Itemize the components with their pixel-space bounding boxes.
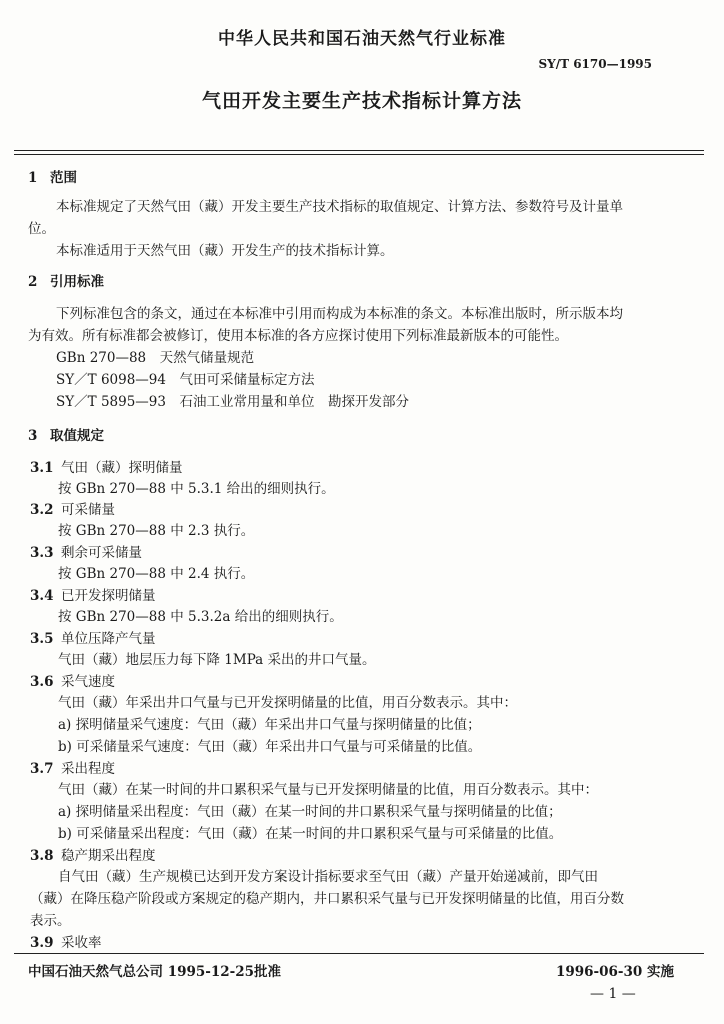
subsection-3-9-heading	[30, 931, 102, 951]
section-3-heading	[28, 424, 104, 444]
subsection-number: 3.1	[30, 460, 54, 476]
section-1-paragraph-1-cont: 位。	[28, 221, 55, 237]
subsection-3-5-heading	[30, 627, 156, 647]
subsection-body-line: 气田（藏）在某一时间的井口累积采气量与已开发探明储量的比值，用百分数表示。其中：	[58, 782, 598, 798]
subsection-3-4-heading	[30, 584, 156, 604]
subsection-title: 稳产期采出程度	[61, 848, 156, 864]
header-divider-bottom	[14, 154, 704, 155]
subsection-body-line: a) 探明储量采气速度：气田（藏）年采出井口气量与探明储量的比值；	[58, 717, 481, 733]
subsection-title: 采收率	[61, 935, 102, 951]
footer-divider	[14, 953, 704, 954]
subsection-body-line: 气田（藏）年采出井口气量与已开发探明储量的比值，用百分数表示。其中：	[58, 695, 517, 711]
section-2-heading	[28, 270, 104, 290]
section-number: 2	[28, 274, 38, 290]
subsection-body-line: 表示。	[30, 913, 71, 929]
subsection-title: 采出程度	[61, 761, 115, 777]
subsection-number: 3.7	[30, 761, 54, 777]
section-number: 3	[28, 428, 38, 444]
document-title: 气田开发主要生产技术指标计算方法	[201, 90, 522, 112]
subsection-number: 3.8	[30, 848, 54, 864]
page-number: — 1 —	[590, 986, 636, 1002]
subsection-body-line: 气田（藏）地层压力每下降 1MPa 采出的井口气量。	[58, 652, 376, 668]
implementation-date: 1996-06-30 实施	[555, 964, 674, 980]
subsection-3-7-heading	[30, 757, 115, 777]
subsection-3-2-heading	[30, 498, 115, 518]
subsection-number: 3.9	[30, 935, 54, 951]
subsection-3-3-heading	[30, 541, 142, 561]
subsection-number: 3.2	[30, 502, 54, 518]
section-1-heading	[28, 166, 77, 186]
subsection-body-line: 按 GBn 270—88 中 5.3.1 给出的细则执行。	[58, 481, 335, 497]
subsection-body-line: a) 探明储量采出程度：气田（藏）在某一时间的井口累积采气量与探明储量的比值；	[58, 804, 562, 820]
subsection-title: 气田（藏）探明储量	[61, 460, 183, 476]
subsection-3-8-heading	[30, 844, 156, 864]
subsection-body-line: 按 GBn 270—88 中 2.3 执行。	[58, 523, 255, 539]
standard-code: SY/T 6170—1995	[538, 57, 652, 71]
subsection-3-1-heading	[30, 456, 183, 476]
section-title: 取值规定	[50, 428, 104, 444]
subsection-number: 3.5	[30, 631, 54, 647]
header-divider-top	[14, 150, 704, 151]
reference-item: SY／T 6098—94 气田可采储量标定方法	[56, 372, 315, 388]
subsection-body-line: 按 GBn 270—88 中 2.4 执行。	[58, 566, 255, 582]
subsection-body-line: （藏）在降压稳产阶段或方案规定的稳产期内，井口累积采气量与已开发探明储量的比值，用百分数	[30, 891, 624, 907]
subsection-number: 3.6	[30, 674, 54, 690]
reference-item: GBn 270—88 天然气储量规范	[56, 350, 255, 366]
subsection-title: 可采储量	[61, 502, 115, 518]
subsection-body-line: 按 GBn 270—88 中 5.3.2a 给出的细则执行。	[58, 609, 343, 625]
section-1-paragraph-2: 本标准适用于天然气田（藏）开发生产的技术指标计算。	[56, 243, 394, 259]
subsection-body-line: b) 可采储量采出程度：气田（藏）在某一时间的井口累积采气量与可采储量的比值。	[58, 826, 563, 842]
subsection-title: 已开发探明储量	[61, 588, 156, 604]
subsection-title: 单位压降产气量	[61, 631, 156, 647]
section-title: 引用标准	[50, 274, 104, 290]
reference-item: SY／T 5895—93 石油工业常用量和单位 勘探开发部分	[56, 394, 409, 410]
section-2-paragraph-1: 下列标准包含的条文，通过在本标准中引用而构成为本标准的条文。本标准出版时，所示版本均	[56, 306, 623, 322]
subsection-body-line: 自气田（藏）生产规模已达到开发方案设计指标要求至气田（藏）产量开始递减前，即气田	[58, 869, 598, 885]
subsection-title: 剩余可采储量	[61, 545, 142, 561]
subsection-number: 3.3	[30, 545, 54, 561]
section-1-paragraph-1: 本标准规定了天然气田（藏）开发主要生产技术指标的取值规定、计算方法、参数符号及计量单	[56, 199, 623, 215]
approval-date: 中国石油天然气总公司 1995-12-25批准	[28, 964, 282, 980]
subsection-3-6-heading	[30, 670, 115, 690]
section-number: 1	[28, 170, 38, 186]
subsection-body-line: b) 可采储量采气速度：气田（藏）年采出井口气量与可采储量的比值。	[58, 739, 482, 755]
section-2-paragraph-1-cont: 为有效。所有标准都会被修订，使用本标准的各方应探讨使用下列标准最新版本的可能性。	[28, 328, 568, 344]
subsection-title: 采气速度	[61, 674, 115, 690]
section-title: 范围	[50, 170, 77, 186]
subsection-number: 3.4	[30, 588, 54, 604]
standard-organization-header: 中华人民共和国石油天然气行业标准	[218, 29, 506, 49]
